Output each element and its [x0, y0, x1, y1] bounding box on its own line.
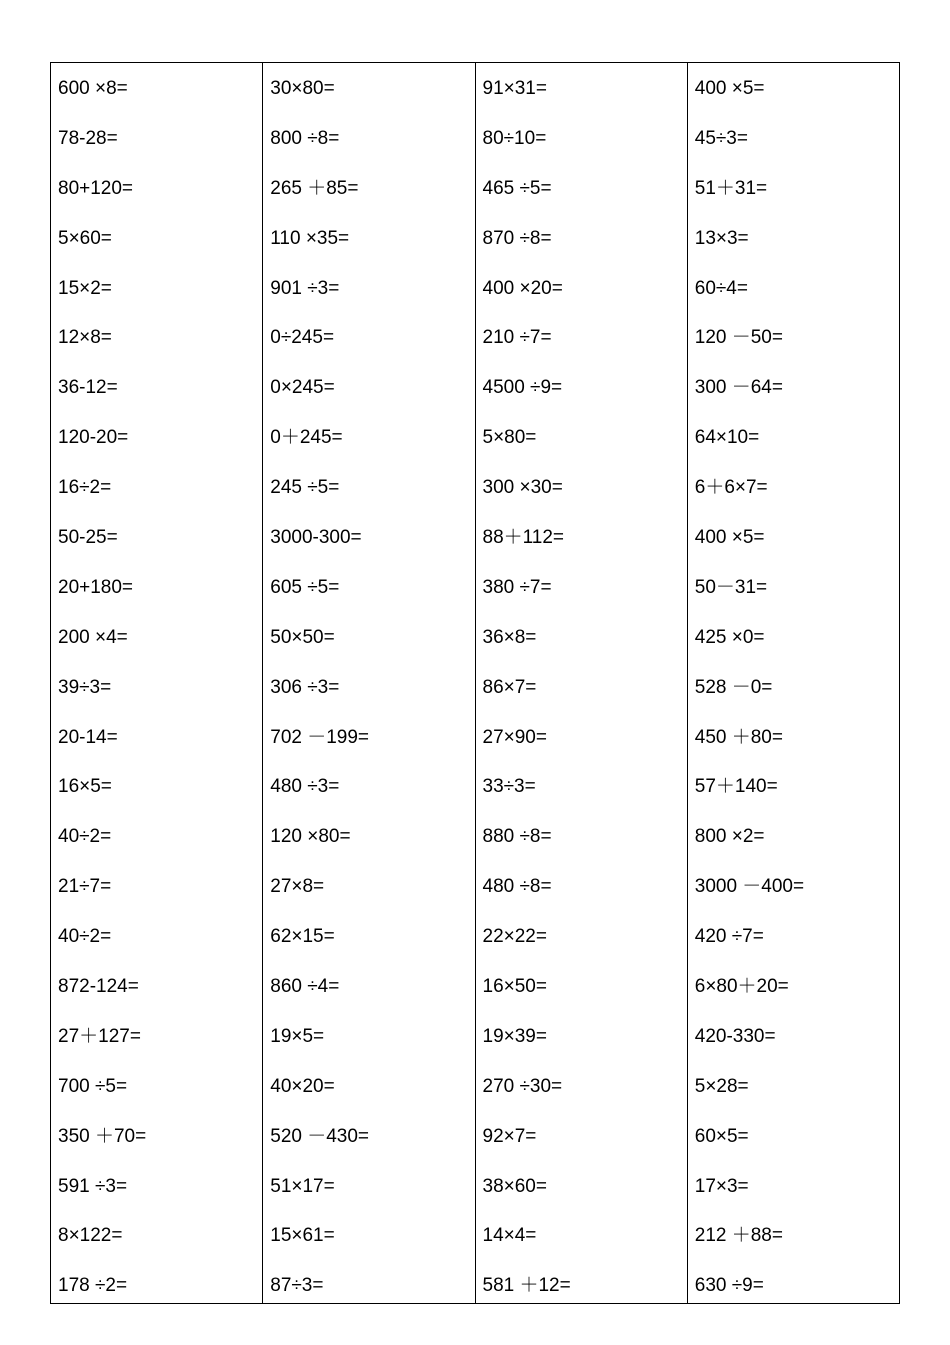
- math-problem: 581 ＋12=: [482, 1275, 571, 1297]
- worksheet-column: [476, 63, 688, 1303]
- math-problem: 40×20=: [270, 1075, 335, 1097]
- math-problem: 400 ×20=: [482, 277, 563, 299]
- math-problem: 212 ＋88=: [694, 1225, 783, 1247]
- math-problem: 480 ÷3=: [270, 776, 340, 798]
- math-problem: 0＋245=: [270, 427, 343, 449]
- math-problem: 40÷2=: [58, 926, 112, 948]
- math-problem: 21÷7=: [58, 876, 112, 898]
- math-problem: 800 ÷8=: [270, 127, 340, 149]
- math-problem: 27×8=: [270, 876, 325, 898]
- math-problem: 465 ÷5=: [482, 177, 552, 199]
- math-problem: 39÷3=: [58, 676, 112, 698]
- math-problem: 265 ＋85=: [270, 177, 359, 199]
- math-problem: 5×28=: [694, 1075, 749, 1097]
- math-problem: 36-12=: [58, 377, 118, 399]
- math-problem: 420-330=: [694, 1025, 776, 1047]
- math-problem: 87÷3=: [270, 1275, 324, 1297]
- math-problem: 6×80＋20=: [694, 976, 789, 998]
- math-problem: 15×61=: [270, 1225, 335, 1247]
- math-problem: 200 ×4=: [58, 626, 128, 648]
- math-problem: 22×22=: [482, 926, 547, 948]
- math-problem: 19×39=: [482, 1025, 547, 1047]
- math-problem: 870 ÷8=: [482, 227, 552, 249]
- math-problem: 17×3=: [694, 1175, 749, 1197]
- math-problem: 3000-300=: [270, 527, 362, 549]
- math-problem: 120 －50=: [694, 327, 783, 349]
- math-problem: 245 ÷5=: [270, 477, 340, 499]
- math-problem: 860 ÷4=: [270, 976, 340, 998]
- math-problem: 78-28=: [58, 127, 118, 149]
- math-problem: 901 ÷3=: [270, 277, 340, 299]
- math-problem: 178 ÷2=: [58, 1275, 128, 1297]
- math-problem: 0×245=: [270, 377, 335, 399]
- math-problem: 86×7=: [482, 676, 537, 698]
- math-problem: 92×7=: [482, 1125, 537, 1147]
- math-problem: 50-25=: [58, 527, 118, 549]
- math-problem: 60÷4=: [694, 277, 748, 299]
- math-problem: 50－31=: [694, 576, 768, 598]
- math-problem: 591 ÷3=: [58, 1175, 128, 1197]
- math-problem: 27＋127=: [58, 1025, 141, 1047]
- math-problem: 450 ＋80=: [694, 726, 783, 748]
- math-problem: 120 ×80=: [270, 826, 351, 848]
- worksheet-column: [51, 63, 263, 1303]
- math-problem: 480 ÷8=: [482, 876, 552, 898]
- math-problem: 210 ÷7=: [482, 327, 552, 349]
- math-problem: 800 ×2=: [694, 826, 765, 848]
- math-problem: 300 －64=: [694, 377, 783, 399]
- math-problem: 400 ×5=: [694, 78, 765, 99]
- math-problem: 80+120=: [58, 177, 134, 199]
- math-problem: 91×31=: [482, 78, 547, 99]
- math-problem: 306 ÷3=: [270, 676, 340, 698]
- math-problem: 13×3=: [694, 227, 749, 249]
- math-problem: 520 －430=: [270, 1125, 370, 1147]
- math-problem: 12×8=: [58, 327, 112, 349]
- math-problem: 5×80=: [482, 427, 537, 449]
- math-problem: 50×50=: [270, 626, 335, 648]
- math-problem: 350 ＋70=: [58, 1125, 147, 1147]
- math-problem: 420 ÷7=: [694, 926, 764, 948]
- math-problem: 528 －0=: [694, 676, 773, 698]
- math-problem: 600 ×8=: [58, 78, 128, 99]
- math-problem: 33÷3=: [482, 776, 536, 798]
- math-problem: 630 ÷9=: [694, 1275, 764, 1297]
- math-problem: 3000 －400=: [694, 876, 805, 898]
- math-problem: 110 ×35=: [270, 227, 350, 249]
- math-problem: 51×17=: [270, 1175, 335, 1197]
- math-problem: 19×5=: [270, 1025, 325, 1047]
- math-problem: 88＋112=: [482, 527, 565, 549]
- math-problem: 16×5=: [58, 776, 112, 798]
- math-problem: 51＋31=: [694, 177, 768, 199]
- math-problem: 64×10=: [694, 427, 760, 449]
- worksheet-column: [263, 63, 475, 1303]
- math-problem: 0÷245=: [270, 327, 335, 349]
- math-problem: 36×8=: [482, 626, 537, 648]
- worksheet-table: [50, 62, 900, 1304]
- math-problem: 16÷2=: [58, 477, 112, 499]
- math-problem: 57＋140=: [694, 776, 778, 798]
- math-problem: 30×80=: [270, 78, 335, 99]
- math-problem: 5×60=: [58, 227, 112, 249]
- math-problem: 62×15=: [270, 926, 335, 948]
- math-problem: 14×4=: [482, 1225, 537, 1247]
- math-problem: 6＋6×7=: [694, 477, 768, 499]
- math-problem: 400 ×5=: [694, 527, 765, 549]
- math-problem: 872-124=: [58, 976, 139, 998]
- math-problem: 40÷2=: [58, 826, 112, 848]
- math-problem: 8×122=: [58, 1225, 123, 1247]
- math-problem: 15×2=: [58, 277, 112, 299]
- math-problem: 702 －199=: [270, 726, 370, 748]
- math-problem: 605 ÷5=: [270, 576, 340, 598]
- math-problem: 20+180=: [58, 576, 134, 598]
- math-problem: 270 ÷30=: [482, 1075, 563, 1097]
- math-problem: 38×60=: [482, 1175, 547, 1197]
- math-problem: 20-14=: [58, 726, 118, 748]
- math-problem: 27×90=: [482, 726, 547, 748]
- math-problem: 880 ÷8=: [482, 826, 552, 848]
- math-problem: 425 ×0=: [694, 626, 765, 648]
- math-problem: 700 ÷5=: [58, 1075, 128, 1097]
- math-problem: 16×50=: [482, 976, 547, 998]
- math-problem: 300 ×30=: [482, 477, 563, 499]
- math-problem: 120-20=: [58, 427, 129, 449]
- worksheet-column: [688, 63, 899, 1303]
- math-problem: 4500 ÷9=: [482, 377, 563, 399]
- math-problem: 80÷10=: [482, 127, 547, 149]
- math-problem: 45÷3=: [694, 127, 748, 149]
- math-problem: 60×5=: [694, 1125, 749, 1147]
- math-problem: 380 ÷7=: [482, 576, 552, 598]
